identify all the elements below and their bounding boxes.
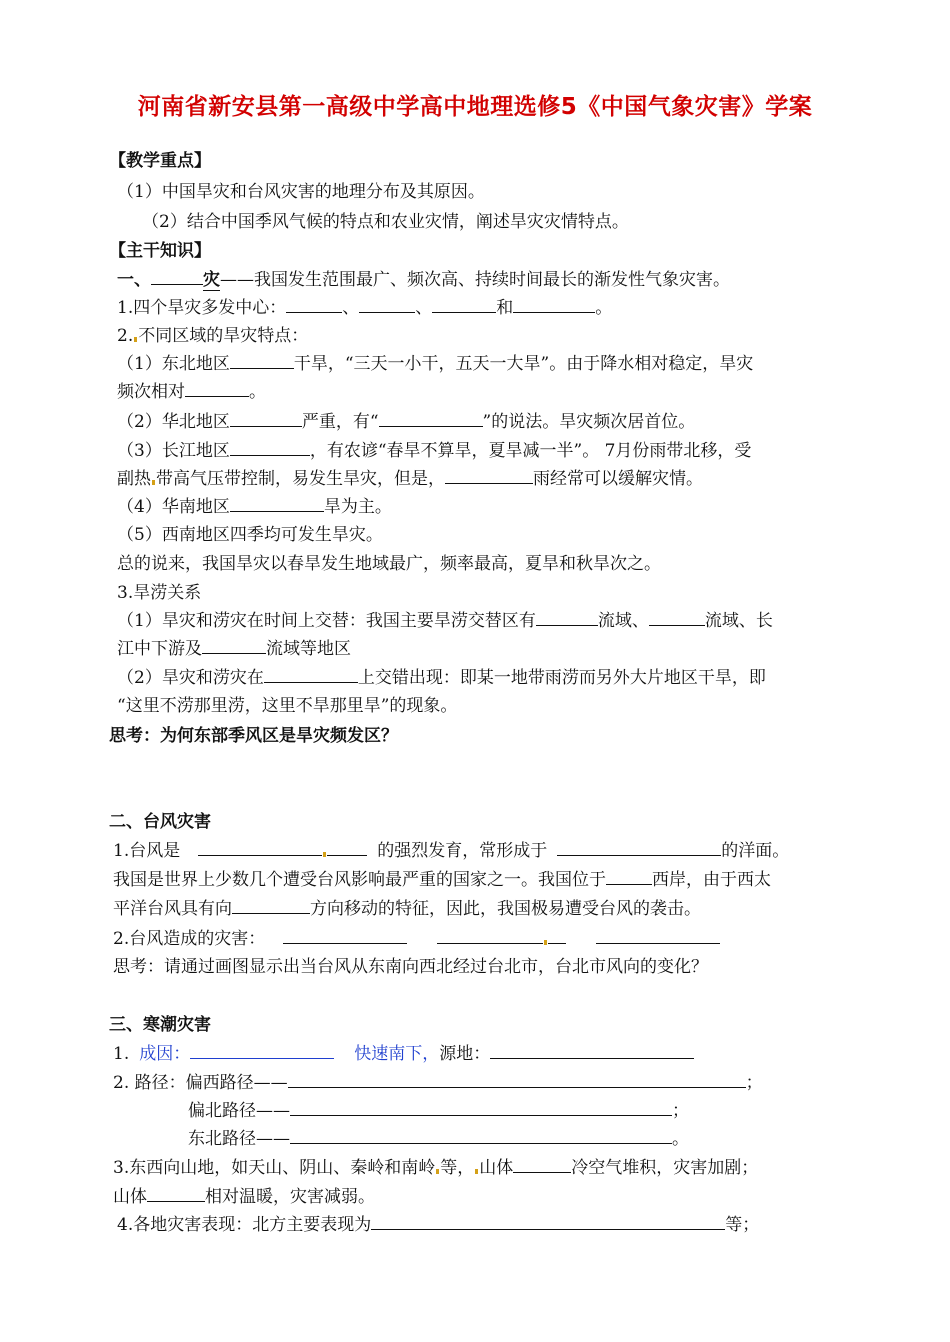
text: 。	[672, 1129, 689, 1149]
path-west-line	[113, 1072, 763, 1094]
blank[interactable]	[230, 411, 302, 427]
typhoon-heading: 二、台风灾害	[109, 812, 211, 832]
blank[interactable]	[288, 1072, 746, 1088]
text: 2.台风造成的灾害：	[113, 929, 266, 949]
blank[interactable]	[379, 411, 483, 427]
northeast-line	[117, 353, 753, 375]
southwest-line: （5）西南地区四季均可发生旱灾。	[117, 525, 383, 545]
cold-wave-cause-line	[113, 1043, 694, 1065]
text: 4.各地灾害表现：北方主要表现为	[117, 1215, 372, 1235]
text: （1）东北地区	[117, 354, 230, 374]
text: 西岸，由于西太	[652, 870, 771, 890]
blank[interactable]	[432, 297, 496, 313]
text: 2.	[117, 326, 134, 346]
text: 的强烈发育，常形成于	[377, 841, 548, 861]
blank[interactable]	[286, 297, 342, 313]
blank[interactable]	[649, 610, 705, 626]
drought-flood-space-line	[117, 667, 766, 689]
text: 。	[595, 298, 613, 318]
blank[interactable]	[445, 468, 533, 484]
text: （2）旱灾和涝灾在	[117, 668, 264, 688]
text: 1.台风是	[113, 841, 181, 861]
blank[interactable]	[513, 297, 595, 313]
blank[interactable]	[371, 1214, 725, 1230]
blank[interactable]	[437, 928, 543, 944]
text: （3）长江地区	[117, 441, 230, 461]
blank[interactable]	[596, 928, 720, 944]
typhoon-disasters-line	[113, 928, 720, 950]
text: ，有农谚“春旱不算旱，夏旱减一半”。 7月份雨带北移，受	[309, 441, 752, 461]
text: 和	[496, 298, 514, 318]
text: 副热	[117, 469, 151, 489]
drought-flood-heading: 3.旱涝关系	[117, 583, 202, 603]
text: 流域、	[597, 611, 649, 631]
mountains-line-2	[113, 1186, 375, 1208]
north-china-line	[117, 411, 695, 433]
section-description: ——我国发生范围最广、频次高、持续时间最长的渐发性气象灾害。	[220, 270, 730, 290]
regional-effects-line	[117, 1214, 759, 1236]
blank[interactable]	[185, 381, 249, 397]
blank[interactable]	[290, 1100, 672, 1116]
south-china-line	[117, 496, 392, 518]
drought-flood-space-line-2: “这里不涝那里涝，这里不旱那里旱”的现象。	[117, 696, 458, 716]
blank[interactable]	[230, 440, 310, 456]
text: 方向移动的特征，因此，我国极易遭受台风的袭击。	[310, 899, 701, 919]
text: 1.	[113, 1044, 130, 1064]
blank[interactable]	[327, 840, 367, 856]
teaching-focus-heading: 【教学重点】	[109, 151, 211, 171]
edit-marker-icon	[475, 1169, 478, 1174]
text: 成因：	[139, 1044, 191, 1064]
text: ；	[745, 1073, 763, 1093]
blank[interactable]	[359, 297, 415, 313]
drought-flood-time-line	[117, 610, 773, 632]
mountains-line	[113, 1157, 758, 1179]
edit-marker-icon	[134, 337, 137, 342]
page-title: 河南省新安县第一高级中学高中地理选修5《中国气象灾害》学案	[137, 94, 813, 120]
blank[interactable]	[202, 638, 266, 654]
blank[interactable]	[490, 1043, 694, 1059]
blank[interactable]	[606, 869, 652, 885]
blank[interactable]	[513, 1157, 571, 1173]
text: 冷空气堆积，灾害加剧；	[571, 1158, 759, 1178]
text: 不同区域的旱灾特点：	[138, 326, 309, 346]
blank[interactable]	[190, 1043, 334, 1059]
text: 频次相对	[117, 382, 185, 402]
text: 。	[249, 382, 266, 402]
typhoon-location-line	[113, 869, 771, 891]
blank[interactable]	[290, 1128, 672, 1144]
text: 的洋面。	[721, 841, 790, 861]
text: 3.东西向山地，如天山、阴山、秦岭和南岭	[113, 1158, 436, 1178]
text: ”的说法。旱灾频次居首位。	[482, 412, 696, 432]
text: 上交错出现：即某一地带雨涝而另外大片地区干旱，即	[357, 668, 766, 688]
summary-line: 总的说来，我国旱灾以春旱发生地域最广，频率最高，夏旱和秋旱次之。	[117, 554, 661, 574]
text: 快速南下，	[354, 1044, 440, 1064]
main-knowledge-heading: 【主干知识】	[109, 241, 211, 261]
drought-centers-line	[117, 297, 612, 319]
text: 源地：	[439, 1044, 491, 1064]
blank[interactable]	[198, 840, 322, 856]
text: 山体	[113, 1187, 147, 1207]
blank[interactable]	[230, 353, 294, 369]
text: （4）华南地区	[117, 497, 230, 517]
text: ；	[672, 1101, 689, 1121]
think-question-2: 思考：请通过画图显示出当台风从东南向西北经过台北市，台北市风向的变化？	[113, 957, 708, 977]
section-drought-line	[117, 269, 730, 291]
text: 、	[342, 298, 360, 318]
text: （1）旱灾和涝灾在时间上交替：我国主要旱涝交替区有	[117, 611, 536, 631]
text: 等；	[725, 1215, 760, 1235]
text: 旱为主。	[323, 497, 392, 517]
text: 、	[415, 298, 433, 318]
path-north-line	[188, 1100, 689, 1122]
text: 相对温暖，灾害减弱。	[205, 1187, 375, 1207]
typhoon-definition-line	[113, 840, 789, 862]
blank[interactable]	[264, 667, 358, 683]
blank[interactable]	[536, 610, 598, 626]
typhoon-direction-line	[113, 898, 701, 920]
cold-wave-heading: 三、寒潮灾害	[109, 1015, 211, 1035]
blank[interactable]	[557, 840, 721, 856]
text: 我国是世界上少数几个遭受台风影响最严重的国家之一。我国位于	[113, 870, 606, 890]
blank[interactable]	[230, 496, 324, 512]
text: 平洋台风具有向	[113, 899, 232, 919]
edit-marker-icon	[323, 852, 326, 857]
text: 偏北路径——	[188, 1101, 290, 1121]
yangtze-line-2	[117, 468, 703, 490]
text: 严重，有“	[301, 412, 379, 432]
blank[interactable]	[548, 928, 566, 944]
text: （2）华北地区	[117, 412, 230, 432]
text: 东北路径——	[188, 1129, 290, 1149]
teaching-focus-item-1: （1）中国旱灾和台风灾害的地理分布及其原因。	[117, 182, 485, 202]
blank[interactable]	[283, 928, 407, 944]
blank[interactable]	[232, 898, 310, 914]
text: 流域、长	[704, 611, 773, 631]
regional-drought-heading	[117, 325, 308, 347]
yangtze-line	[117, 440, 751, 462]
text: 1.四个旱灾多发中心：	[117, 298, 287, 318]
text: 江中下游及	[117, 639, 202, 659]
section-word: 灾	[203, 270, 220, 290]
think-question-1: 思考：为何东部季风区是旱灾频发区？	[109, 726, 398, 746]
edit-marker-icon	[436, 1169, 439, 1174]
text: 干旱，“三天一小干，五天一大旱”。由于降水相对稳定，旱灾	[293, 354, 754, 374]
text: 流域等地区	[266, 639, 351, 659]
text: 带高气压带控制，易发生旱灾，但是，	[156, 469, 445, 489]
text: 2. 路径：偏西路径——	[113, 1073, 288, 1093]
northeast-line-2	[117, 381, 266, 403]
text: 山体	[479, 1158, 514, 1178]
edit-marker-icon	[544, 940, 547, 945]
teaching-focus-item-2: （2）结合中国季风气候的特点和农业灾情，阐述旱灾灾情特点。	[142, 212, 629, 232]
path-northeast-line	[188, 1128, 689, 1150]
text: 雨经常可以缓解灾情。	[533, 469, 703, 489]
text: 等，	[440, 1158, 475, 1178]
blank[interactable]	[147, 1186, 205, 1202]
blank[interactable]	[151, 269, 203, 285]
drought-flood-time-line-2	[117, 638, 351, 660]
edit-marker-icon	[152, 480, 155, 485]
section-number: 一、	[117, 270, 151, 290]
